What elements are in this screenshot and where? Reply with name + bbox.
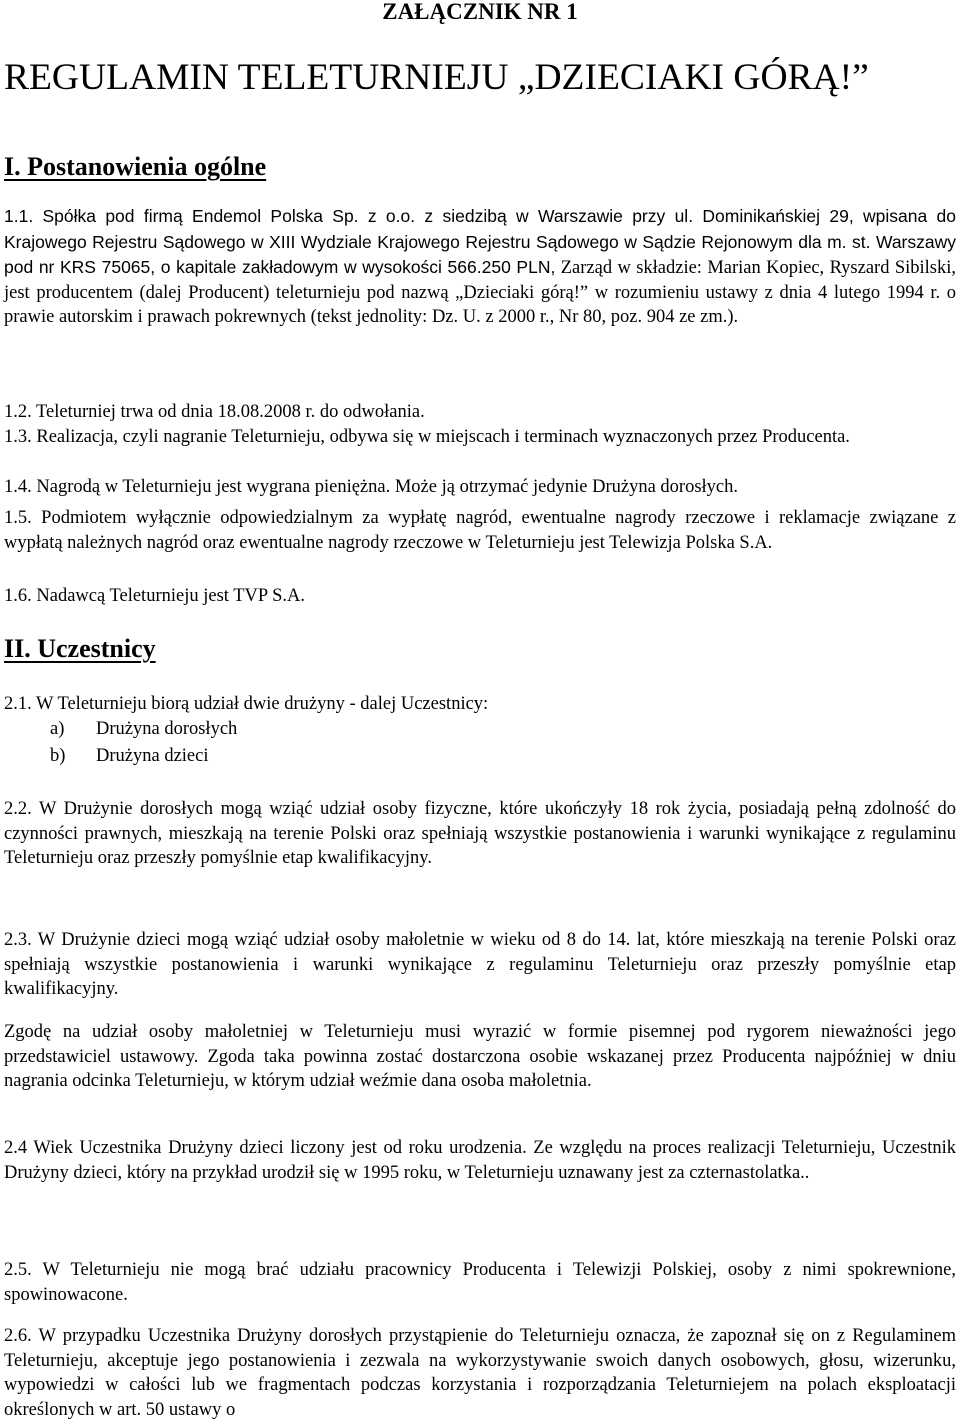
paragraph-2-3: 2.3. W Drużynie dzieci mogą wziąć udział osoby małoletnie w wieku od 8 do 14. lat, które mieszkają na terenie Polski oraz spełniają wszystkie postanowienia i warunki wynikające z regulaminu Teleturnieju oraz przeszły pomyślnie etap kwalifikacyjny. <box>4 930 956 1000</box>
paragraph-1-2: 1.2. Teleturniej trwa od dnia 18.08.2008 r. do odwołania. <box>4 402 425 422</box>
paragraph-2-1: 2.1. W Teleturnieju biorą udział dwie drużyny - dalej Uczestnicy: <box>4 694 489 714</box>
paragraph-2-2: 2.2. W Drużynie dorosłych mogą wziąć udział osoby fizyczne, które ukończyły 18 rok życia, posiadają pełną zdolność do czynności prawnych, mieszkają na terenie Polski oraz spełniają wszystkie postanowienia i warunki wynikające z regulaminu Teleturnieju oraz przeszły pomyślnie etap kwalifikacyjny. <box>4 799 956 869</box>
paragraph-1-5: 1.5. Podmiotem wyłącznie odpowiedzialnym za wypłatę nagród, ewentualne nagrody rzeczowe i reklamacje związane z wypłatą należnych nagród oraz ewentualne nagrody rzeczowe w Teleturnieju jest Telewizja Polska S.A. <box>4 508 956 553</box>
paragraph-2-5: 2.5. W Teleturnieju nie mogą brać udziału pracownicy Producenta i Telewizji Polskiej, osoby z nimi spokrewnione, spowinowacone. <box>4 1260 956 1305</box>
paragraph-1-6: 1.6. Nadawcą Teleturnieju jest TVP S.A. <box>4 586 305 606</box>
paragraph-2-4: 2.4 Wiek Uczestnika Drużyny dzieci liczony jest od roku urodzenia. Ze względu na proces realizacji Teleturnieju, Uczestnik Drużyny dzieci, który na przykład urodził się w 1995 roku, w Teleturnieju uznawany jest za czternastolatka.. <box>4 1138 956 1183</box>
list-item-text: Drużyna dzieci <box>96 746 209 766</box>
document-title: REGULAMIN TELETURNIEJU „DZIECIAKI GÓRĄ!” <box>4 57 869 98</box>
paragraph-1-1-serif: Zarząd w składzie: Marian Kopiec, Ryszard Sibilski, jest producentem (dalej Producent) teleturnieju pod nazwą „Dzieciaki górą!” w rozumieniu ustawy z dnia 4 lutego 1994 r. o prawie autorskim i prawach pokrewnych (tekst jednolity: Dz. U. z 2000 r., Nr 80, poz. 904 ze zm.). <box>4 258 957 328</box>
list-item-label: a) <box>50 719 65 739</box>
list-item <box>50 744 208 769</box>
list-item <box>50 717 237 742</box>
section-heading-general: I. Postanowienia ogólne <box>4 152 267 181</box>
paragraph-1-3: 1.3. Realizacja, czyli nagranie Teleturnieju, odbywa się w miejscach i terminach wyznaczonych przez Producenta. <box>4 427 850 447</box>
paragraph-2-6: 2.6. W przypadku Uczestnika Drużyny dorosłych przystąpienie do Teleturnieju oznacza, że zapoznał się on z Regulaminem Teleturnieju, akceptuje jego postanowienia i zezwala na wykorzystywanie swoich danych osobowych, głosu, wizerunku, wypowiedzi w całości lub we fragmentach podczas korzystania i rozporządzania Teleturniejem na polach eksploatacji określonych w art. 50 ustawy o <box>4 1326 956 1420</box>
paragraph-2-3-consent: Zgodę na udział osoby małoletniej w Teleturnieju musi wyrazić w formie pisemnej pod rygorem nieważności jego przedstawiciel ustawowy. Zgoda taka powinna zostać dostarczona osobie wskazanej przez Producenta najpóźniej w dniu nagrania odcinka Teleturnieju, w którym udział weźmie dana osoba małoletnia. <box>4 1022 956 1092</box>
attachment-label: ZAŁĄCZNIK NR 1 <box>382 0 578 24</box>
paragraph-1-1 <box>4 204 956 330</box>
paragraph-1-1-sans: 1.1. Spółka pod firmą Endemol Polska Sp. z o.o. z siedzibą w Warszawie przy ul. Dominikańskiej 29, wpisana do Krajowego Rejestru Sądowego w XIII Wydziale Krajowego Rejestru Sądowego w Sądzie Rejonowym dla m. st. Warszawy pod nr KRS 75065, o kapitale zakładowym w wysokości 566.250 PLN, <box>4 206 956 278</box>
paragraph-1-4: 1.4. Nagrodą w Teleturnieju jest wygrana pieniężna. Może ją otrzymać jedynie Drużyna dorosłych. <box>4 477 738 497</box>
list-item-text: Drużyna dorosłych <box>96 719 238 739</box>
section-heading-participants: II. Uczestnicy <box>4 634 156 663</box>
list-item-label: b) <box>50 746 66 766</box>
